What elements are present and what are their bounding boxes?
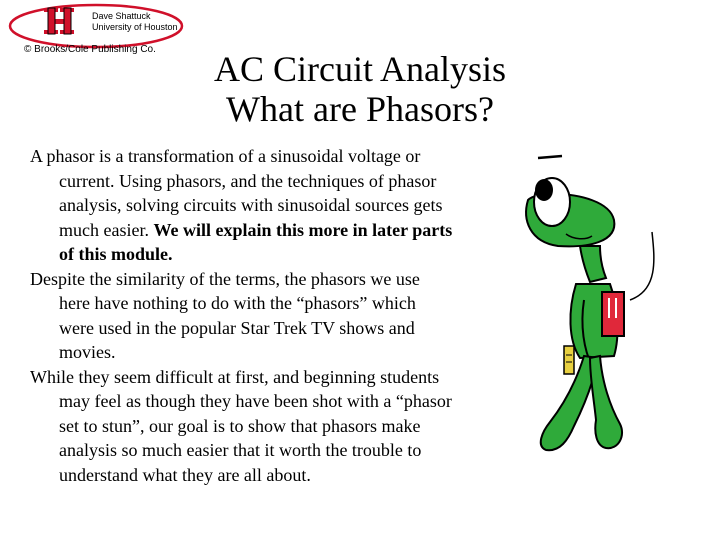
alien-cartoon-icon: [510, 150, 660, 460]
title-line-2: What are Phasors?: [226, 89, 494, 129]
page-title: [160, 49, 560, 129]
body-text: [30, 144, 455, 487]
paragraph-3: [30, 365, 455, 488]
logo-name: Dave Shattuck: [92, 11, 151, 21]
logo-university: University of Houston: [92, 22, 178, 32]
paragraph-2-text: Despite the similarity of the terms, the phasors we use here have nothing to do with the “phasors” which were used in the popular Star Trek TV shows and movies.: [30, 268, 420, 362]
paragraph-2: [30, 267, 455, 365]
title-line-1: AC Circuit Analysis: [213, 49, 506, 89]
paragraph-1-bold: We will explain this more in later parts of this module.: [59, 219, 453, 264]
university-logo: [8, 2, 184, 56]
logo-copyright: © Brooks/Cole Publishing Co.: [24, 44, 156, 55]
paragraph-1-text: A phasor is a transformation of a sinusoidal voltage or current. Using phasors, and the techniques of phasor analysis, solving circuits with sinusoidal sources gets much easier.: [30, 146, 443, 240]
paragraph-3-text: While they seem difficult at first, and beginning students may feel as though they have been shot with a “phasor set to stun”, our goal is to show that phasors make analysis so much easier that it worth the trouble to understand what they are all about.: [30, 366, 452, 485]
paragraph-1: [30, 144, 455, 267]
